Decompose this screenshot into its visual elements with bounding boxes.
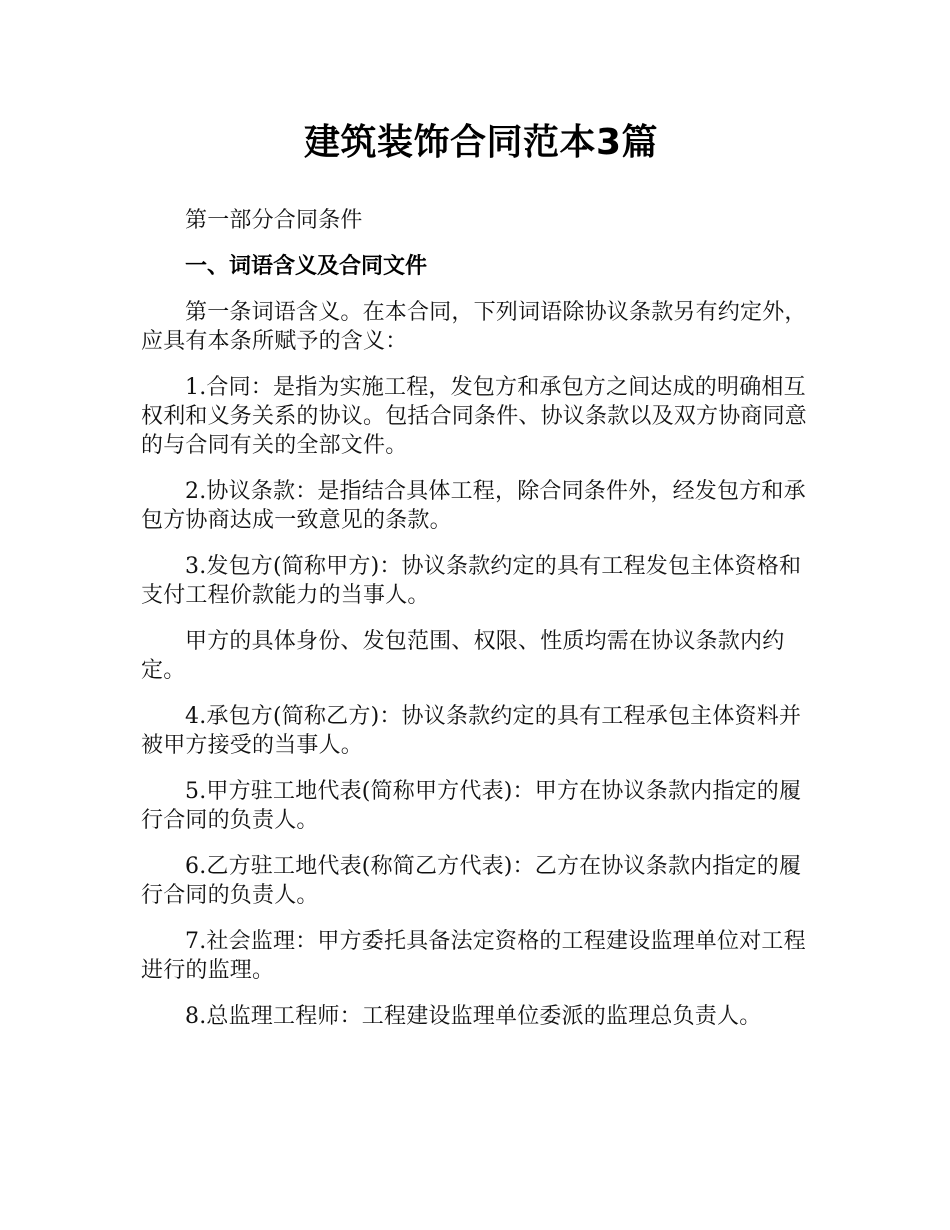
paragraph-social-supervision: 7.社会监理：甲方委托具备法定资格的工程建设监理单位对工程进行的监理。 — [141, 929, 806, 983]
paragraph-contract-definition: 1.合同：是指为实施工程，发包方和承包方之间达成的明确相互权利和义务关系的协议。包括合同条件、协议条款以及双方协商同意的与合同有关的全部文件。 — [141, 375, 808, 458]
section-heading: 一、词语含义及合同文件 — [185, 254, 428, 279]
spacer — [141, 760, 821, 777]
spacer — [141, 356, 821, 373]
paragraph-party-a-representative: 5.甲方驻工地代表(简称甲方代表)：甲方在协议条款内指定的履行合同的负责人。 — [141, 779, 802, 833]
paragraph-party-b: 4.承包方(简称乙方)：协议条款约定的具有工程承包主体资料并被甲方接受的当事人。 — [141, 704, 802, 758]
document-page — [141, 112, 821, 1031]
spacer — [141, 985, 821, 1002]
spacer — [141, 535, 821, 552]
paragraph-chief-engineer: 8.总监理工程师：工程建设监理单位委派的监理总负责人。 — [185, 1004, 762, 1029]
document-title: 建筑装饰合同范本3篇 — [303, 122, 659, 163]
spacer — [141, 174, 821, 206]
spacer — [141, 281, 821, 298]
spacer — [141, 235, 821, 252]
part-label: 第一部分合同条件 — [185, 208, 363, 233]
paragraph-agreement-terms: 2.协议条款：是指结合具体工程，除合同条件外，经发包方和承包方协商达成一致意见的条款。 — [141, 479, 806, 533]
spacer — [141, 835, 821, 852]
spacer — [141, 685, 821, 702]
paragraph-party-a: 3.发包方(简称甲方)：协议条款约定的具有工程发包主体资格和支付工程价款能力的当事人。 — [141, 554, 802, 608]
spacer — [141, 460, 821, 477]
paragraph-party-b-representative: 6.乙方驻工地代表(称简乙方代表)：乙方在协议条款内指定的履行合同的负责人。 — [141, 854, 802, 908]
paragraph-article-1: 第一条词语含义。在本合同，下列词语除协议条款另有约定外，应具有本条所赋予的含义： — [141, 300, 807, 354]
spacer — [141, 610, 821, 627]
paragraph-party-a-scope: 甲方的具体身份、发包范围、权限、性质均需在协议条款内约定。 — [141, 629, 785, 683]
spacer — [141, 910, 821, 927]
